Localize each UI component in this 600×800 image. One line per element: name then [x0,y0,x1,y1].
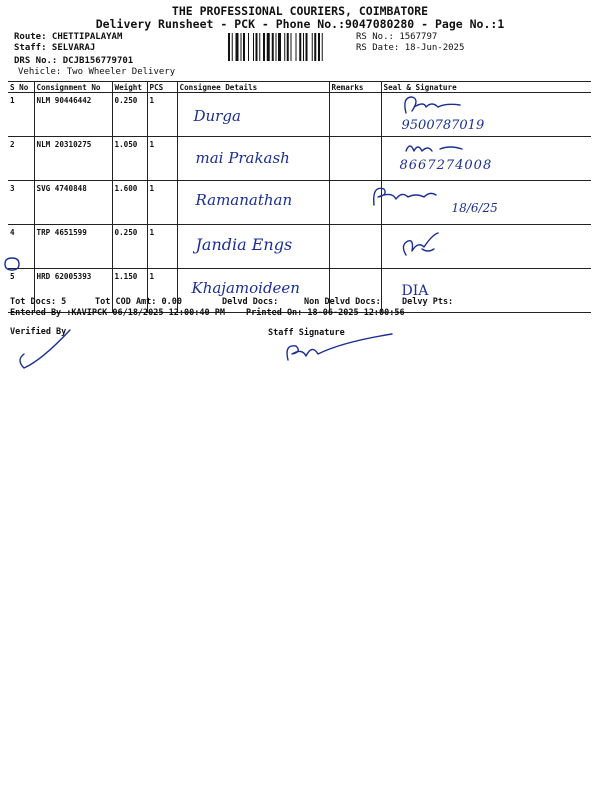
row-signature [381,93,591,137]
delivered-docs: Delvd Docs: [222,297,279,307]
table-row [8,181,591,225]
signature-phone: 8667274008 [399,158,493,173]
printed-on: Printed On: 18-06-2025 12:00:56 [246,308,405,318]
document-title: THE PROFESSIONAL COURIERS, COIMBATORE [171,4,429,18]
row-weight: 0.250 [112,93,147,137]
row-weight: 0.250 [112,225,147,269]
col-header-pcs: PCS [147,82,177,93]
signature-initials: DIA [401,283,429,299]
consignee-handwriting: Khajamoideen [191,279,300,297]
non-delivered-docs: Non Delvd Docs: [304,297,381,307]
rs-date: RS Date: 18-Jun-2025 [356,43,465,53]
signature-mark [398,231,458,261]
row-pcs: 1 [147,181,177,225]
row-sno: 2 [8,137,34,181]
row-consignment: SVG 4740848 [34,181,112,225]
runsheet-table [8,81,591,313]
staff-signature-label: Staff Signature [268,328,345,338]
row-remarks [329,137,381,181]
col-header-remarks: Remarks [329,82,381,93]
signature-mark [400,93,480,115]
table-row [8,137,591,181]
runsheet-subtitle: Delivery Runsheet - PCK - Phone No.:9047080280 - Page No.:1 [95,17,505,31]
row-consignee [177,181,329,225]
barcode-image [228,33,350,61]
row-signature [381,181,591,225]
row-weight: 1.150 [112,269,147,313]
signature-date: 18/6/25 [451,201,498,215]
route-label: Route: CHETTIPALAYAM [14,32,123,42]
vehicle-label: Vehicle: Two Wheeler Delivery [18,67,176,77]
entered-by: Entered By :KAVIPCK 06/18/2025 12:00:40 PM [10,308,225,318]
row-pcs: 1 [147,137,177,181]
consignee-handwriting: Jandia Engs [195,235,293,254]
drs-number: DRS No.: DCJB156779701 [14,56,134,66]
consignee-handwriting: mai Prakash [195,149,290,167]
col-header-signature: Seal & Signature [381,82,591,93]
row-remarks [329,225,381,269]
row-weight: 1.050 [112,137,147,181]
signature-mark [402,139,482,157]
row-consignment: NLM 20310275 [34,137,112,181]
row-pcs: 1 [147,225,177,269]
row-signature [381,137,591,181]
staff-label: Staff: SELVARAJ [14,43,96,53]
delivery-points: Delvy Pts: [402,297,454,307]
col-header-sno: S No [8,82,34,93]
row-remarks [329,93,381,137]
row-pcs: 1 [147,93,177,137]
row-consignee [177,137,329,181]
signature-mark [370,183,450,209]
tot-docs: Tot Docs: 5 [10,297,67,307]
row-sno: 5 [8,269,34,313]
row-consignee [177,225,329,269]
rs-number: RS No.: 1567797 [356,32,438,42]
row-weight: 1.600 [112,181,147,225]
consignee-handwriting: Durga [193,107,241,125]
verified-by-label: Verified By [10,327,67,337]
col-header-weight: Weight [112,82,147,93]
row-consignment: HRD 62005393 [34,269,112,313]
row-sno: 1 [8,93,34,137]
row-consignment: NLM 90446442 [34,93,112,137]
table-row [8,93,591,137]
verified-signature-mark [12,326,72,376]
row-signature [381,225,591,269]
col-header-consignment: Consignment No [34,82,112,93]
signature-phone: 9500787019 [401,118,485,133]
row-pcs: 1 [147,269,177,313]
row-consignment: TRP 4651599 [34,225,112,269]
circled-mark-icon [3,256,21,272]
row-consignee [177,93,329,137]
row-sno: 3 [8,181,34,225]
tot-cod-amount: Tot COD Amt: 0.00 [95,297,182,307]
consignee-handwriting: Ramanathan [195,191,293,209]
table-row [8,225,591,269]
staff-signature-mark [282,330,402,366]
row-sno: 4 [8,225,34,269]
table-header-row [8,82,591,93]
col-header-consignee: Consignee Details [177,82,329,93]
